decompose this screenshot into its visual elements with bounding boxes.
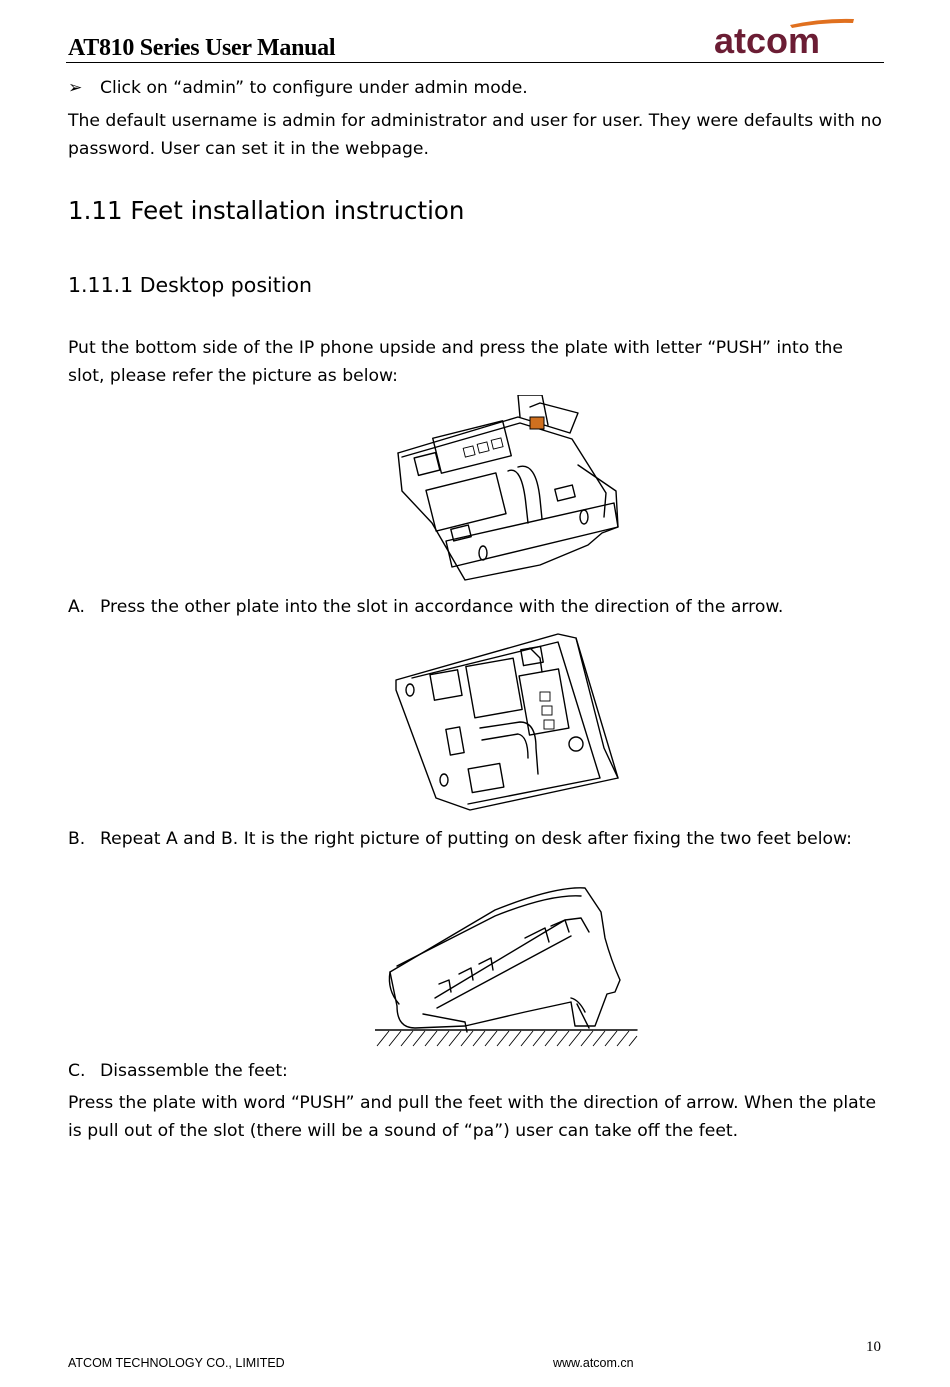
svg-text:atcom: atcom — [714, 20, 821, 58]
step-c-text: Disassemble the feet: — [100, 1061, 288, 1081]
step-a-label: A. — [68, 597, 85, 617]
step-b-label: B. — [68, 829, 86, 849]
footer-company: ATCOM TECHNOLOGY CO., LIMITED — [68, 1356, 285, 1370]
step-a-text: Press the other plate into the slot in accordance with the direction of the arrow. — [100, 597, 784, 617]
manual-title: AT810 Series User Manual — [68, 35, 336, 61]
instruction-paragraph: Put the bottom side of the IP phone upside and press the plate with letter “PUSH” into the slot, please refer the picture as below: — [68, 338, 843, 386]
step-b-text: Repeat A and B. It is the right picture of putting on desk after fixing the two feet below: — [100, 829, 852, 849]
phone-second-foot-illustration — [390, 628, 625, 813]
section-heading: 1.11 Feet installation instruction — [68, 196, 465, 225]
step-a — [68, 593, 884, 621]
step-b — [68, 825, 884, 853]
bullet-text: Click on “admin” to configure under admin mode. — [100, 78, 528, 98]
header-divider — [66, 62, 884, 63]
disassemble-paragraph: Press the plate with word “PUSH” and pull the feet with the direction of arrow. When the plate is pull out of the slot (there will be a sound of “pa”) user can take off the feet. — [68, 1093, 877, 1141]
atcom-logo — [712, 16, 857, 58]
footer-url: www.atcom.cn — [553, 1356, 634, 1370]
step-c-label: C. — [68, 1061, 86, 1081]
phone-on-desk-illustration — [375, 880, 640, 1048]
page-number: 10 — [866, 1339, 881, 1355]
default-credentials-paragraph: The default username is admin for administrator and user for user. They were defaults with no password. User can set it in the webpage. — [68, 111, 882, 159]
arrow-bullet-icon: ➢ — [68, 78, 83, 98]
subsection-heading: 1.11.1 Desktop position — [68, 273, 312, 297]
bullet-item — [68, 74, 888, 102]
phone-bottom-illustration — [390, 395, 625, 585]
step-c — [68, 1057, 884, 1085]
